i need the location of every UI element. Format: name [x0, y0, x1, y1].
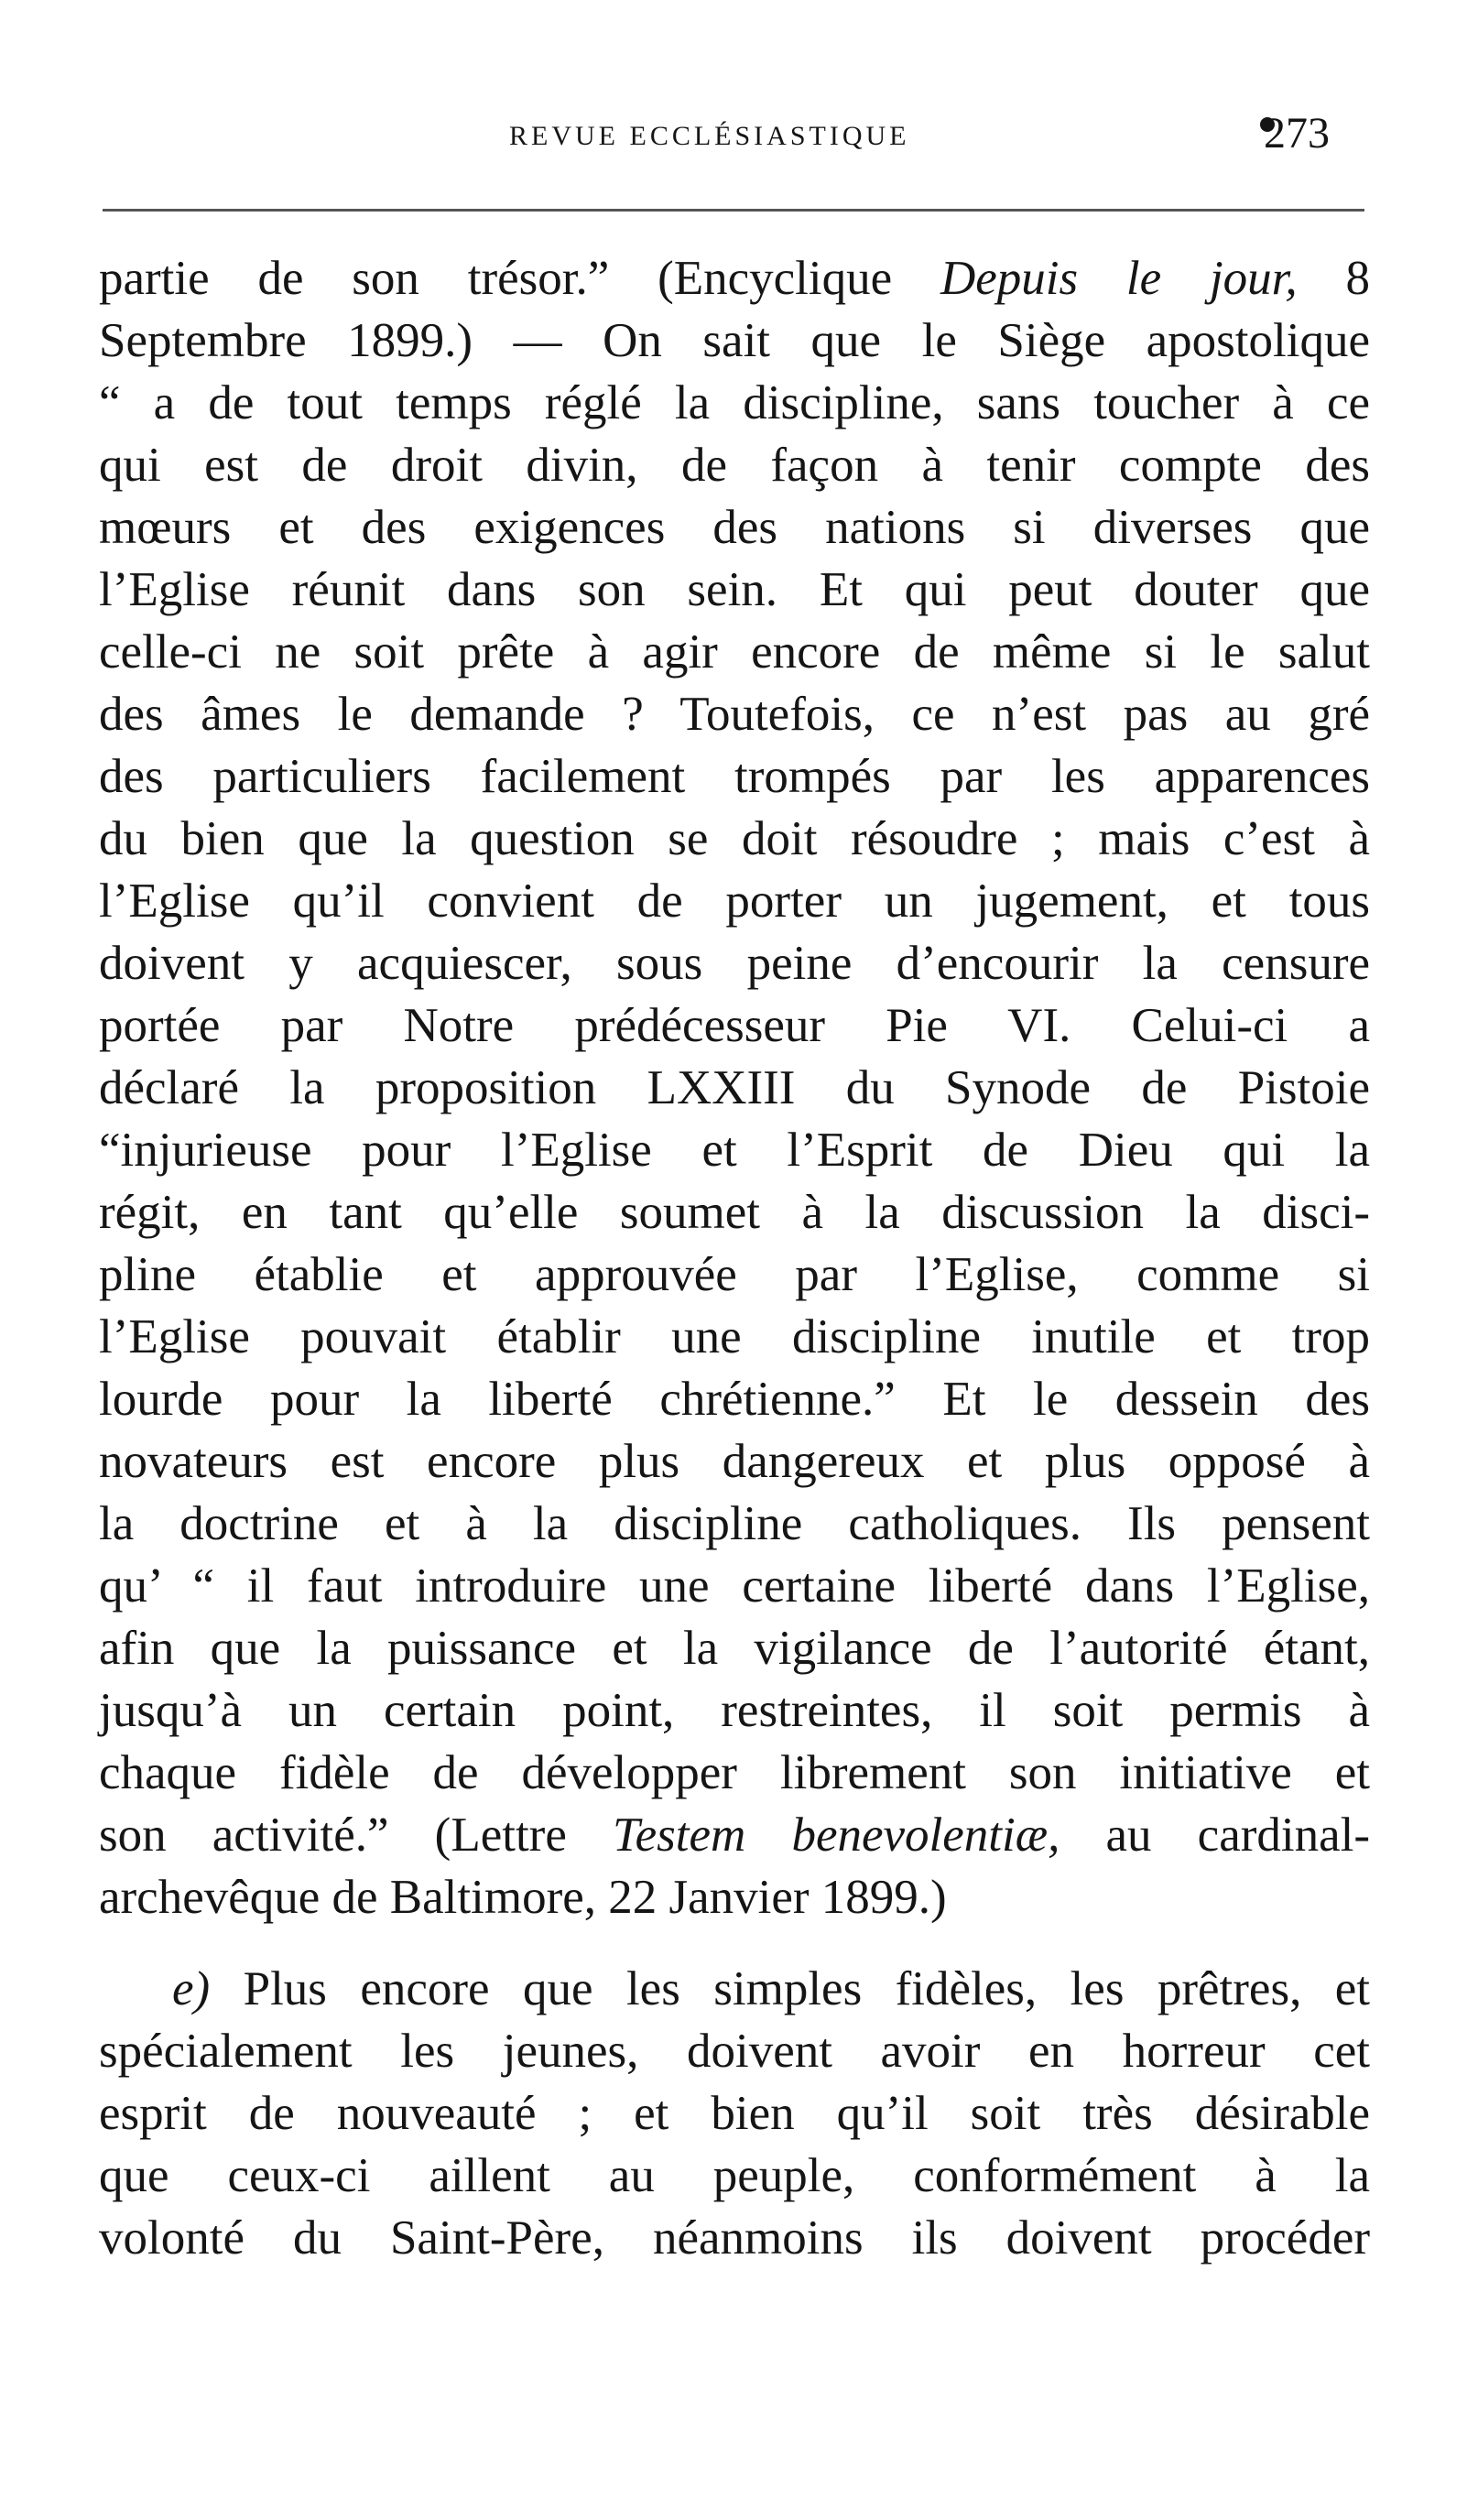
text-line: l’Eglise réunit dans son sein. Et qui peut douter que [99, 563, 1370, 616]
text-line: des âmes le demande ? Toutefois, ce n’est pas au gré [99, 688, 1370, 741]
text-line: jusqu’à un certain point, restreintes, il soit permis à [99, 1684, 1370, 1737]
text-line: des particuliers facilement trompés par les apparences [99, 750, 1370, 803]
text-line: chaque fidèle de développer librement son initiative et [99, 1746, 1370, 1799]
text-line: novateurs est encore plus dangereux et plus opposé à [99, 1435, 1370, 1488]
text-line: doivent y acquiescer, sous peine d’encourir la censure [99, 937, 1370, 990]
text-line: archevêque de Baltimore, 22 Janvier 1899.) [99, 1871, 947, 1924]
paragraph [99, 247, 1370, 1928]
text-line: déclaré la proposition LXXIII du Synode de Pistoie [99, 1061, 1370, 1114]
text-line: esprit de nouveauté ; et bien qu’il soit très désirable [99, 2087, 1370, 2140]
text-line: lourde pour la liberté chrétienne.” Et le dessein des [99, 1373, 1370, 1426]
header-rule [103, 209, 1364, 212]
text-line: partie de son trésor.” (Encyclique Depuis le jour, 8 [99, 252, 1370, 305]
text-line: régit, en tant qu’elle soumet à la discussion la disci- [99, 1186, 1370, 1239]
text-line: qui est de droit divin, de façon à tenir compte des [99, 439, 1370, 492]
text-line: celle-ci ne soit prête à agir encore de même si le salut [99, 625, 1370, 679]
text-line: la doctrine et à la discipline catholiques. Ils pensent [99, 1497, 1370, 1550]
text-line: Septembre 1899.) — On sait que le Siège apostolique [99, 314, 1370, 367]
text-line: “ a de tout temps réglé la discipline, sans toucher à ce [99, 376, 1370, 429]
text-line: l’Eglise pouvait établir une discipline inutile et trop [99, 1310, 1370, 1363]
body-text [99, 247, 1370, 2269]
text-line: volonté du Saint-Père, néanmoins ils doivent procéder [99, 2211, 1370, 2265]
paragraph [99, 1958, 1370, 2269]
text-line: spécialement les jeunes, doivent avoir en horreur cet [99, 2025, 1370, 2078]
text-line: que ceux-ci aillent au peuple, conformément à la [99, 2149, 1370, 2202]
page-number: 273 [1264, 109, 1330, 158]
text-line: pline établie et approuvée par l’Eglise, comme si [99, 1248, 1370, 1301]
running-title: REVUE ECCLÉSIASTIQUE [509, 121, 910, 151]
text-line: portée par Notre prédécesseur Pie VI. Celui-ci a [99, 999, 1370, 1052]
text-line: qu’ “ il faut introduire une certaine liberté dans l’Eglise, [99, 1559, 1370, 1613]
text-line: mœurs et des exigences des nations si diverses que [99, 501, 1370, 554]
text-line: afin que la puissance et la vigilance de l’autorité étant, [99, 1622, 1370, 1675]
page-header [0, 108, 1478, 181]
text-line: e) Plus encore que les simples fidèles, les prêtres, et [172, 1962, 1370, 2015]
text-line: son activité.” (Lettre Testem benevolentiæ, au cardinal- [99, 1809, 1370, 1862]
text-line: l’Eglise qu’il convient de porter un jugement, et tous [99, 874, 1370, 928]
text-line: “injurieuse pour l’Eglise et l’Esprit de Dieu qui la [99, 1124, 1370, 1177]
text-line: du bien que la question se doit résoudre ; mais c’est à [99, 812, 1370, 865]
